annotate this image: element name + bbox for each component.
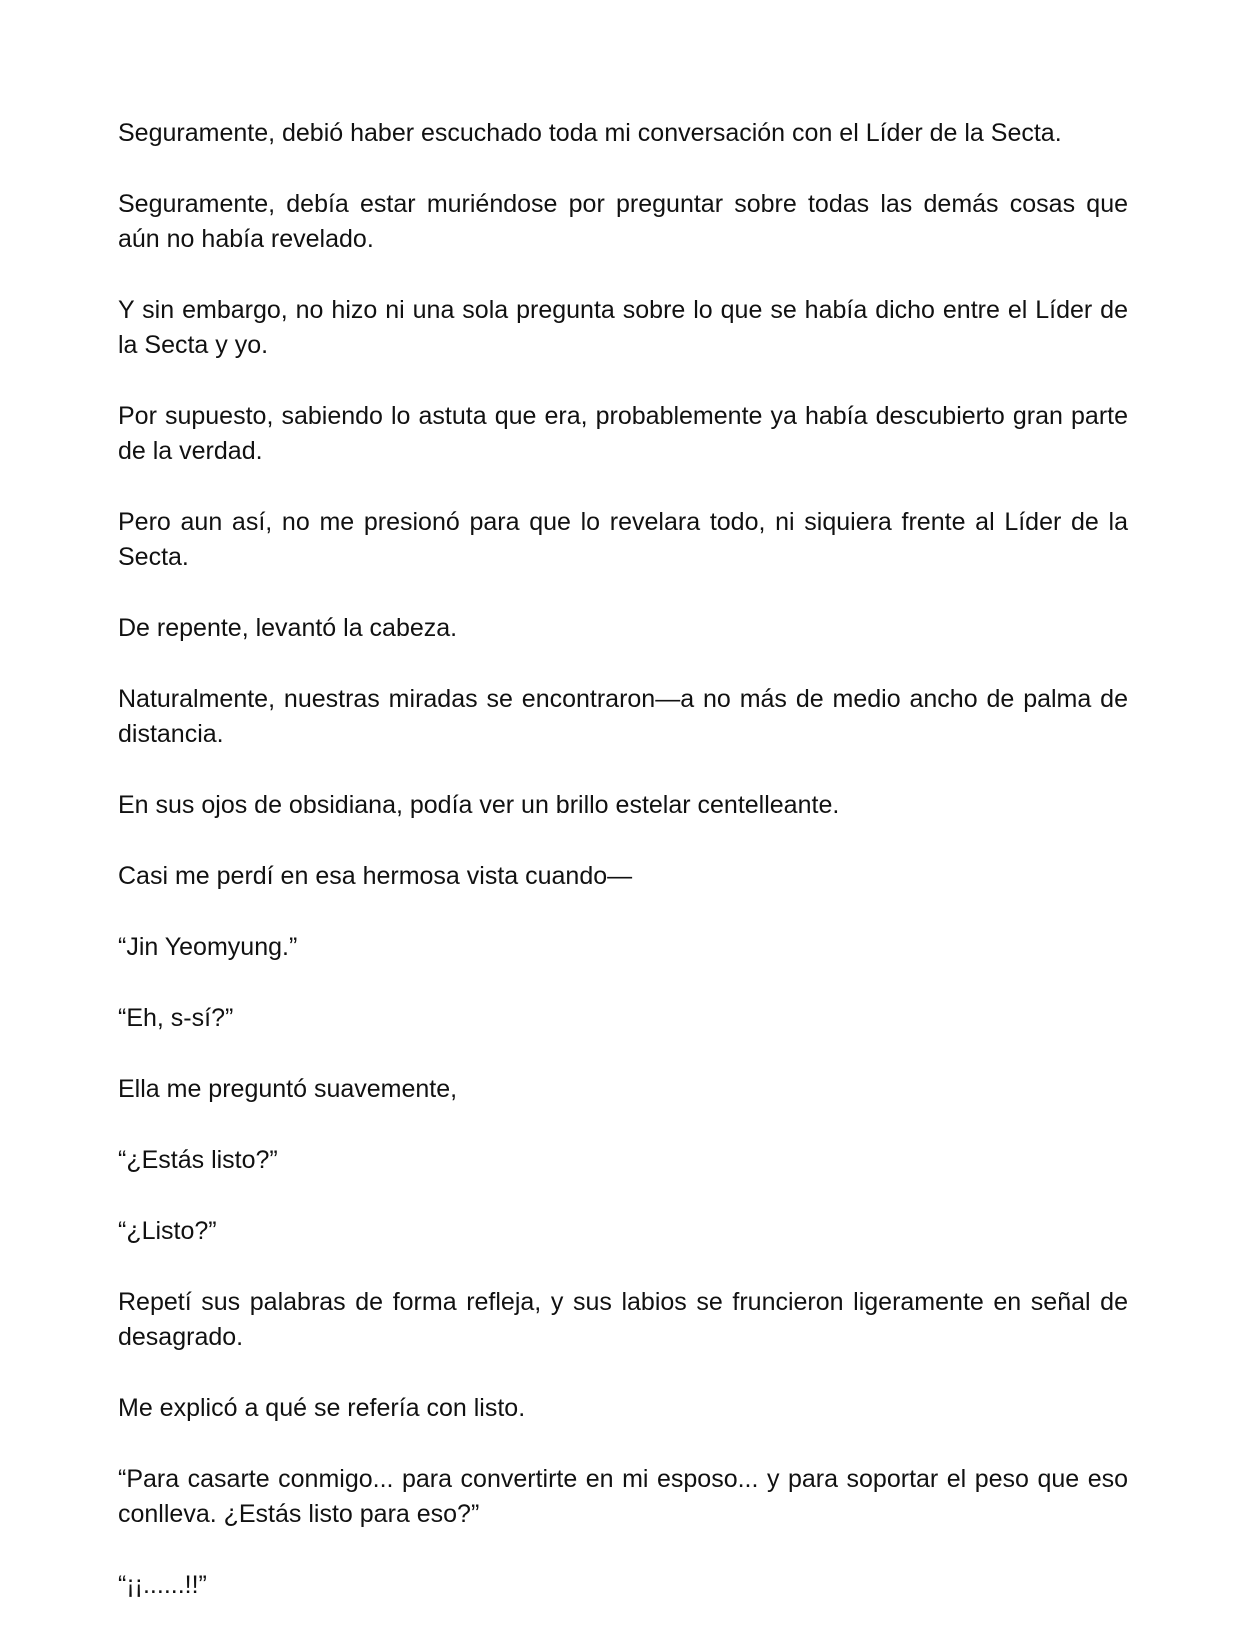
paragraph: Naturalmente, nuestras miradas se encontraron—a no más de medio ancho de palma de distancia. — [118, 685, 1128, 748]
document-body — [118, 116, 1128, 1639]
dialogue-line: “Eh, s-sí?” — [118, 1004, 234, 1032]
paragraph: De repente, levantó la cabeza. — [118, 614, 458, 642]
dialogue-line: “¿Estás listo?” — [118, 1146, 278, 1174]
paragraph: Repetí sus palabras de forma refleja, y sus labios se fruncieron ligeramente en señal de desagrado. — [118, 1288, 1128, 1351]
dialogue-line: “¡¡......!!” — [118, 1571, 207, 1599]
paragraph: En sus ojos de obsidiana, podía ver un brillo estelar centelleante. — [118, 791, 840, 819]
paragraph: Ella me preguntó suavemente, — [118, 1075, 458, 1103]
paragraph: Y sin embargo, no hizo ni una sola pregunta sobre lo que se había dicho entre el Líder de la Secta y yo. — [118, 296, 1128, 359]
dialogue-line: “Para casarte conmigo... para convertirte en mi esposo... y para soportar el peso que eso conlleva. ¿Estás listo para eso?” — [118, 1465, 1128, 1528]
paragraph: Pero aun así, no me presionó para que lo revelara todo, ni siquiera frente al Líder de la Secta. — [118, 508, 1128, 571]
paragraph: Seguramente, debió haber escuchado toda mi conversación con el Líder de la Secta. — [118, 119, 1062, 147]
paragraph: Me explicó a qué se refería con listo. — [118, 1394, 526, 1422]
dialogue-line: “Jin Yeomyung.” — [118, 933, 298, 961]
paragraph: Casi me perdí en esa hermosa vista cuando— — [118, 862, 633, 890]
dialogue-line: “¿Listo?” — [118, 1217, 217, 1245]
paragraph: Por supuesto, sabiendo lo astuta que era, probablemente ya había descubierto gran parte de la verdad. — [118, 402, 1128, 465]
paragraph: Seguramente, debía estar muriéndose por preguntar sobre todas las demás cosas que aún no había revelado. — [118, 190, 1128, 253]
